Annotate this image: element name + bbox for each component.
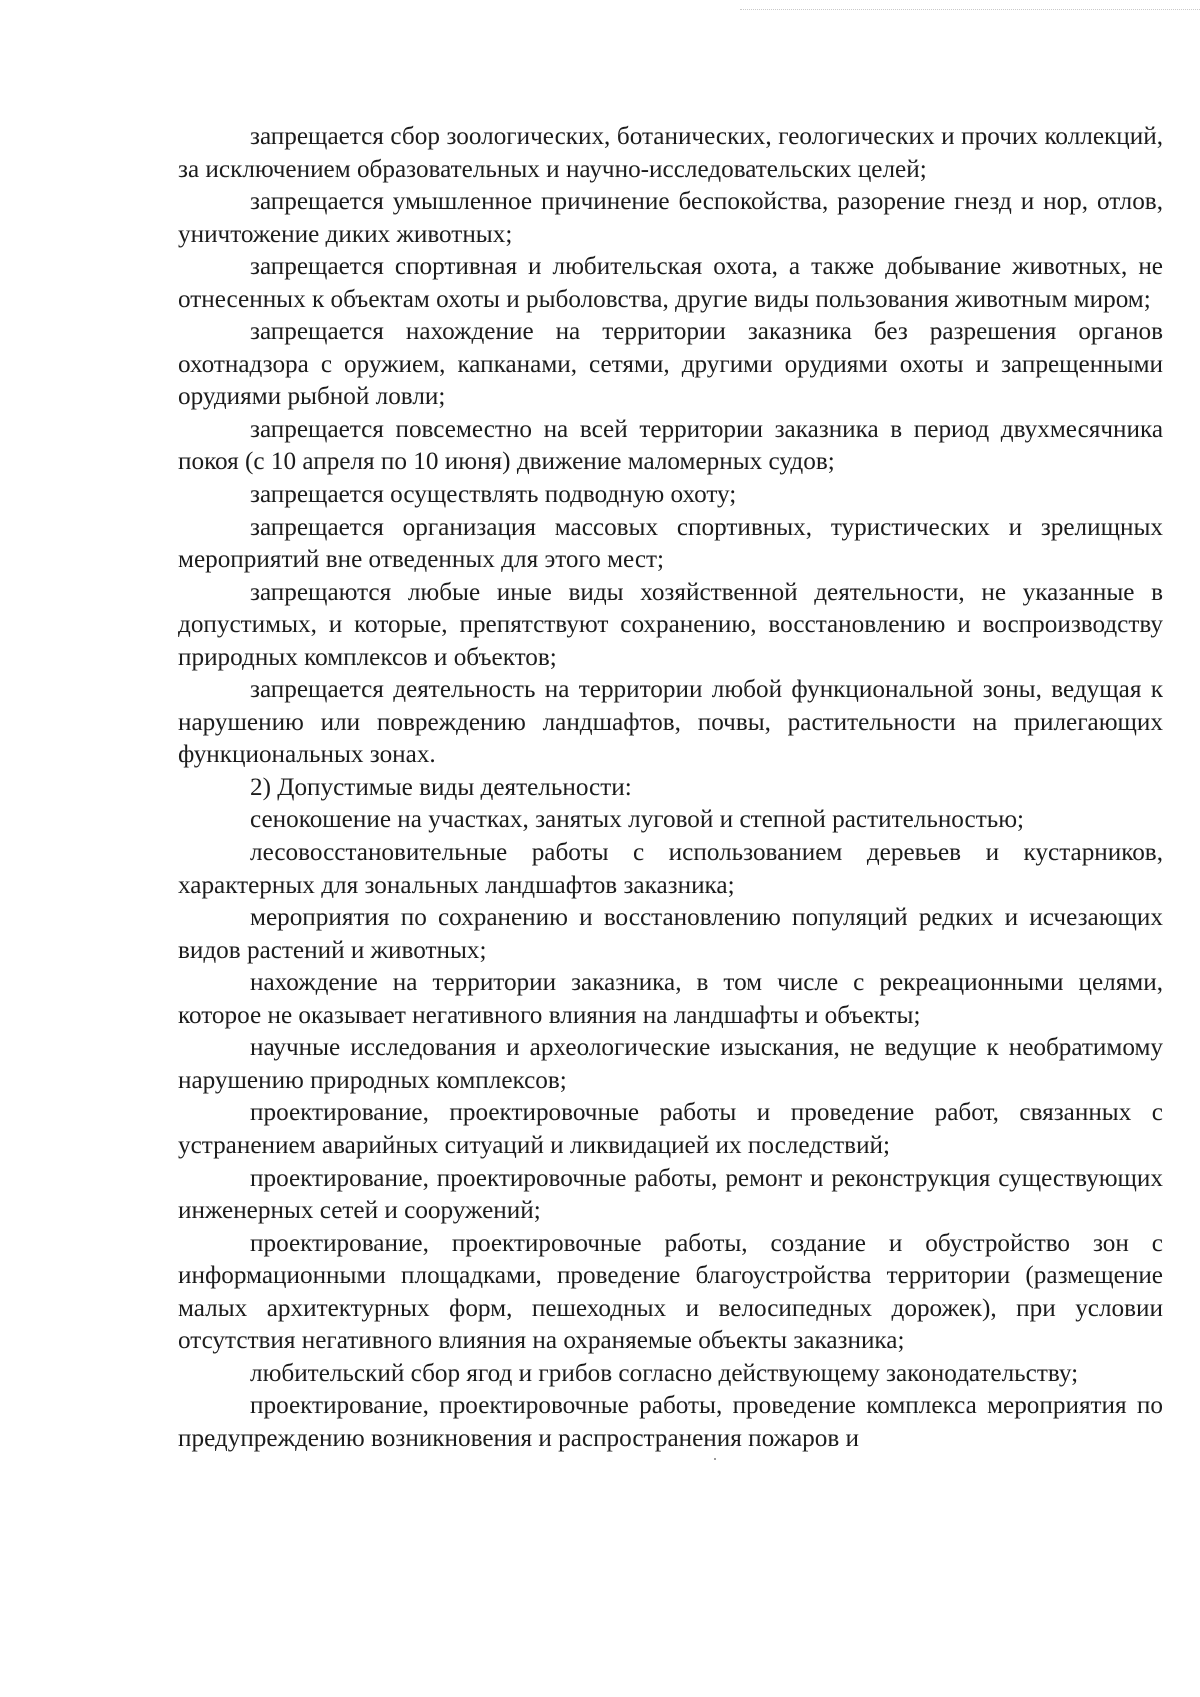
prohibition-small-vessels: запрещается повсеместно на всей территории заказника в период двухмесячника покоя (с 10 апреля по 10 июня) движение маломерных судов;	[178, 415, 1163, 476]
permitted-emergency-works: проектирование, проектировочные работы и проведение работ, связанных с устранением аварийных ситуаций и ликвидацией их последствий;	[178, 1099, 1163, 1159]
permitted-species-conservation: мероприятия по сохранению и восстановлению популяций редких и исчезающих видов растений и животных;	[178, 904, 1163, 964]
permitted-reforestation: лесовосстановительные работы с использованием деревьев и кустарников, характерных для зональных ландшафтов заказника;	[178, 839, 1163, 899]
prohibition-mass-events: запрещается организация массовых спортивных, туристических и зрелищных мероприятий вне отведенных для этого мест;	[178, 513, 1163, 574]
prohibition-collections: запрещается сбор зоологических, ботанических, геологических и прочих коллекций, за исключением образовательных и научно-исследовательских целей;	[178, 123, 1163, 183]
section-heading-permitted-activities: 2) Допустимые виды деятельности:	[250, 773, 632, 801]
permitted-berry-mushroom-picking: любительский сбор ягод и грибов согласно действующему законодательству;	[250, 1359, 1079, 1387]
prohibition-landscape-damage: запрещается деятельность на территории любой функциональной зоны, ведущая к нарушению или повреждению ландшафтов, почвы, растительности на прилегающих функциональных зонах.	[178, 676, 1163, 769]
permitted-recreational-presence: нахождение на территории заказника, в том числе с рекреационными целями, которое не оказывает негативного влияния на ландшафты и объекты;	[178, 969, 1163, 1029]
prohibition-presence-with-weapons: запрещается нахождение на территории заказника без разрешения органов охотнадзора с оружием, капканами, сетями, другими орудиями охоты и запрещенными орудиями рыбной ловли;	[178, 318, 1163, 411]
prohibition-disturbance: запрещается умышленное причинение беспокойства, разорение гнезд и нор, отлов, уничтожение диких животных;	[178, 188, 1163, 248]
permitted-network-repair: проектирование, проектировочные работы, ремонт и реконструкция существующих инженерных сетей и сооружений;	[178, 1164, 1163, 1225]
permitted-haymaking: сенокошение на участках, занятых луговой и степной растительностью;	[250, 806, 1025, 834]
scan-edge-line	[740, 9, 1200, 10]
permitted-research: научные исследования и археологические изыскания, не ведущие к необратимому нарушению природных комплексов;	[178, 1034, 1163, 1094]
permitted-fire-prevention: проектирование, проектировочные работы, проведение комплекса мероприятия по предупреждению возникновения и распространения пожаров и	[178, 1392, 1163, 1452]
permitted-information-zones: проектирование, проектировочные работы, создание и обустройство зон с информационными площадками, проведение благоустройства территории (размещение малых архитектурных форм, пешеходных и велосипедных дорожек), при условии отсутствия негативного влияния на охраняемые объекты заказника;	[178, 1229, 1163, 1355]
body-text	[178, 121, 1163, 1455]
prohibition-hunting: запрещается спортивная и любительская охота, а также добывание животных, не отнесенных к объектам охоты и рыболовства, другие виды пользования животным миром;	[178, 253, 1163, 313]
prohibition-other-activities: запрещаются любые иные виды хозяйственной деятельности, не указанные в допустимых, и которые, препятствуют сохранению, восстановлению и воспроизводству природных комплексов и объектов;	[178, 578, 1163, 671]
scan-speck	[714, 1458, 716, 1460]
prohibition-underwater-hunting: запрещается осуществлять подводную охоту;	[250, 481, 737, 509]
